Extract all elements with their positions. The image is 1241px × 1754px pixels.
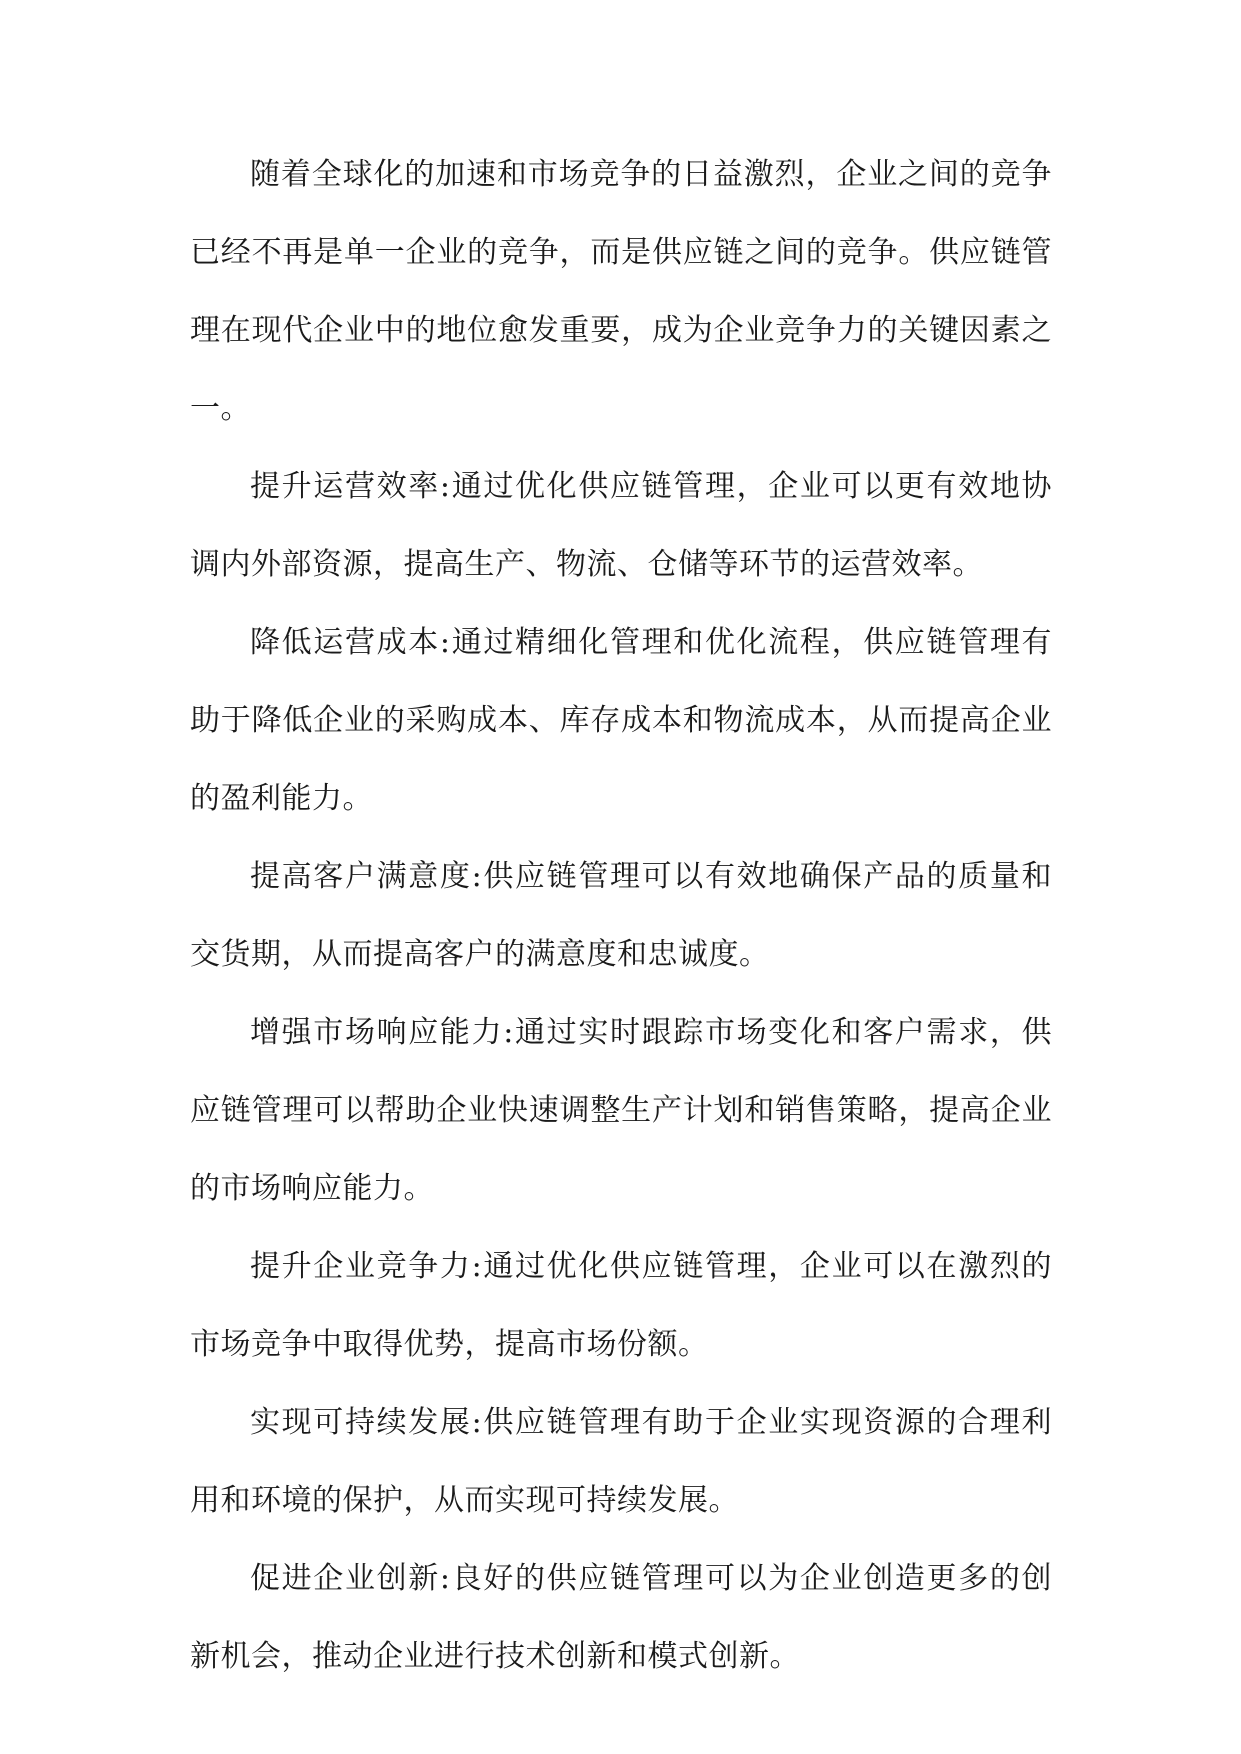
point-lead: 降低运营成本: [250,625,451,660]
point-lead: 提升企业竞争力: [250,1249,483,1284]
point-text: 通过优化供应链管理，企业可以更有效地协调内外部资源，提高生产、物流、仓储等环节的运营效率。 [190,469,1053,582]
point-text: 通过优化供应链管理，企业可以在激烈的市场竞争中取得优势，提高市场份额。 [190,1249,1053,1362]
point-paragraph [190,994,1052,1228]
point-paragraph [190,604,1052,838]
point-lead: 提高客户满意度: [250,859,483,894]
point-lead: 促进企业创新: [250,1561,451,1596]
point-lead: 提升运营效率: [250,469,451,504]
document-page [190,136,1052,1696]
point-text: 供应链管理有助于企业实现资源的合理利用和环境的保护，从而实现可持续发展。 [190,1405,1053,1518]
point-text: 良好的供应链管理可以为企业创造更多的创新机会，推动企业进行技术创新和模式创新。 [190,1561,1053,1674]
intro-paragraph: 随着全球化的加速和市场竞争的日益激烈，企业之间的竞争已经不再是单一企业的竞争，而是供应链之间的竞争。供应链管理在现代企业中的地位愈发重要，成为企业竞争力的关键因素之一。 [190,157,1052,426]
point-text: 供应链管理可以有效地确保产品的质量和交货期，从而提高客户的满意度和忠诚度。 [190,859,1053,972]
point-paragraph [190,1384,1052,1540]
point-paragraph [190,1540,1052,1696]
point-lead: 实现可持续发展: [250,1405,483,1440]
point-text: 通过精细化管理和优化流程，供应链管理有助于降低企业的采购成本、库存成本和物流成本，从而提高企业的盈利能力。 [190,625,1053,816]
point-paragraph [190,1228,1052,1384]
point-paragraph [190,448,1052,604]
point-lead: 增强市场响应能力: [250,1015,514,1050]
point-paragraph [190,838,1052,994]
point-text: 通过实时跟踪市场变化和客户需求，供应链管理可以帮助企业快速调整生产计划和销售策略，提高企业的市场响应能力。 [190,1015,1053,1206]
